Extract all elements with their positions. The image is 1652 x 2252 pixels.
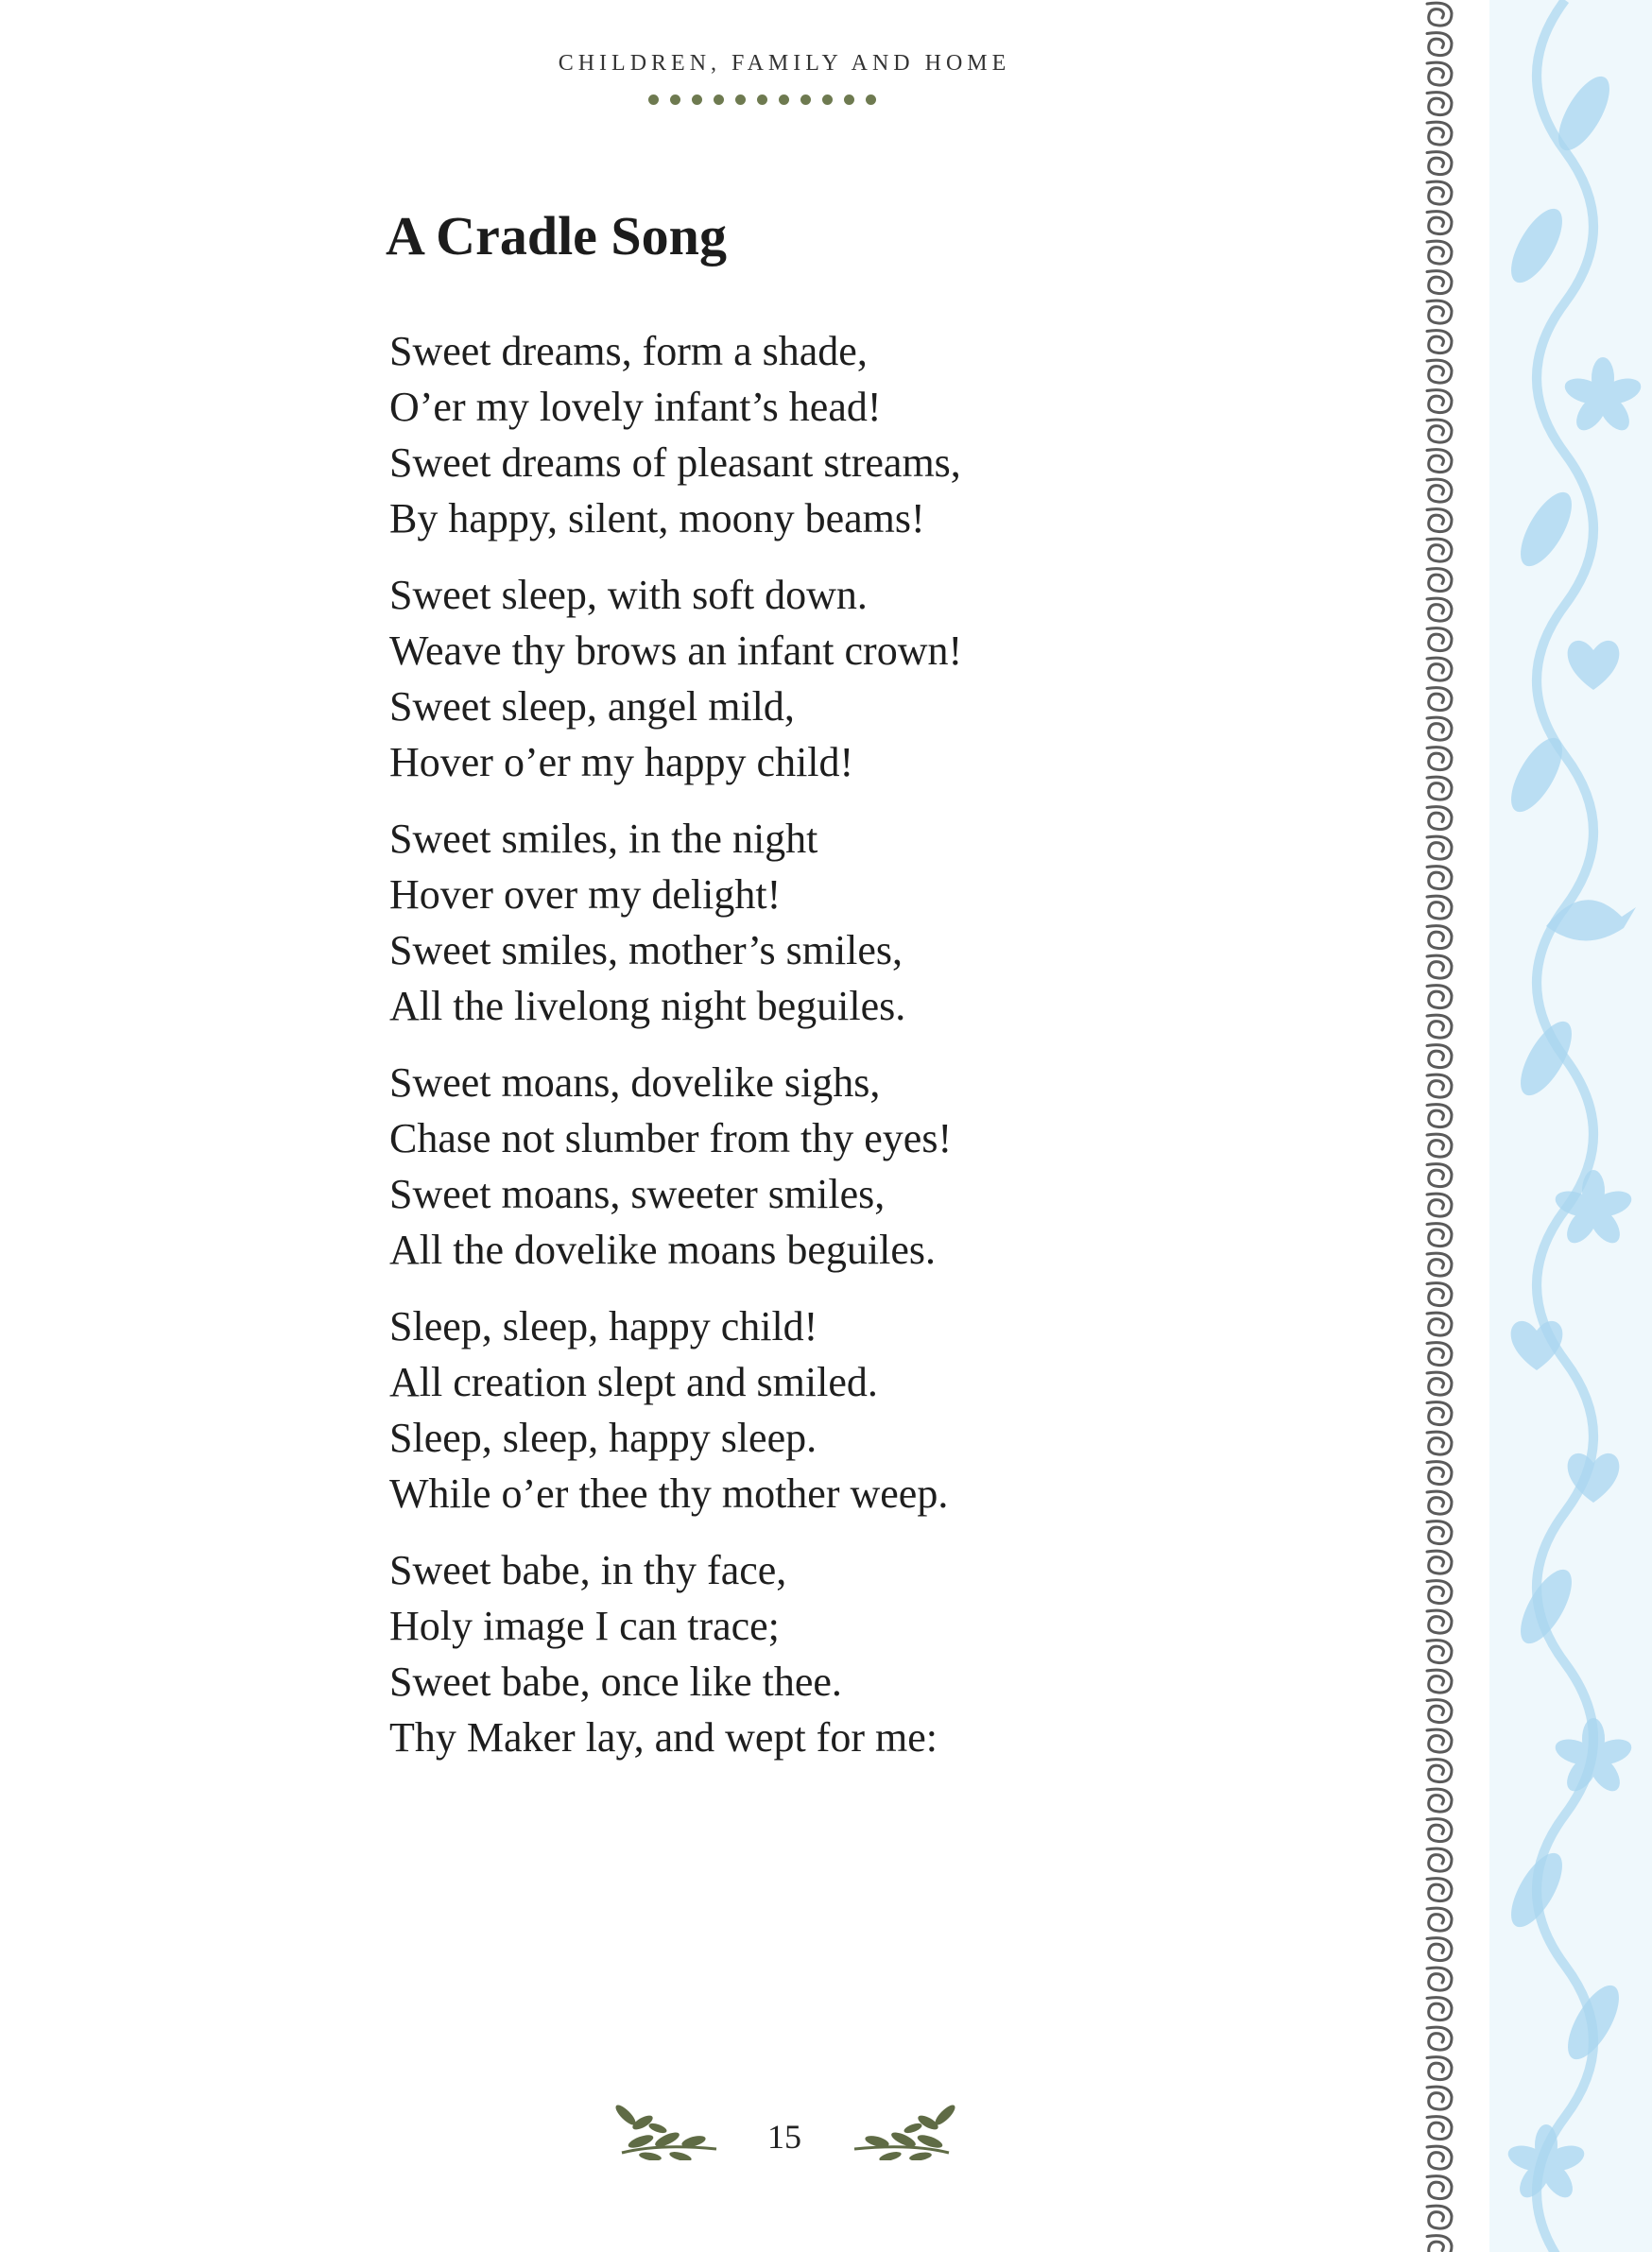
poem-line: All creation slept and smiled. — [389, 1359, 878, 1405]
spiral-icon — [1427, 807, 1452, 830]
dot-ornament-icon — [735, 95, 746, 105]
poem-line: O’er my lovely infant’s head! — [389, 384, 882, 430]
spiral-icon — [1427, 2057, 1452, 2080]
spiral-icon — [1427, 2206, 1452, 2228]
spiral-icon — [1427, 212, 1452, 234]
spiral-icon — [1427, 390, 1452, 413]
spiral-icon — [1427, 628, 1452, 651]
spiral-icon — [1427, 93, 1452, 115]
spiral-icon — [1427, 539, 1452, 561]
spiral-icon — [1427, 2027, 1452, 2050]
dot-ornament-icon — [822, 95, 833, 105]
page-footer — [605, 2090, 964, 2166]
dot-ornament-icon — [779, 95, 789, 105]
spiral-icon — [1427, 3, 1452, 26]
spiral-icon — [1427, 1224, 1452, 1246]
page-number: 15 — [767, 2118, 801, 2156]
poem-line: While o’er thee thy mother weep. — [389, 1470, 949, 1517]
poem-line: All the dovelike moans beguiles. — [389, 1227, 936, 1273]
poem-line: Thy Maker lay, and wept for me: — [389, 1714, 938, 1761]
dot-ornament-icon — [692, 95, 702, 105]
spiral-icon — [1427, 1194, 1452, 1216]
spiral-icon — [1427, 569, 1452, 592]
spiral-icon — [1427, 420, 1452, 442]
spiral-icon — [1427, 122, 1452, 145]
spiral-icon — [1427, 1848, 1452, 1871]
spiral-icon — [1427, 1938, 1452, 1961]
spiral-icon — [1427, 1313, 1452, 1335]
dot-ornament-icon — [670, 95, 680, 105]
poem-line: By happy, silent, moony beams! — [389, 495, 925, 542]
spiral-icon — [1427, 1581, 1452, 1604]
spiral-icon — [1427, 777, 1452, 799]
spiral-icon — [1427, 1491, 1452, 1514]
stanza — [389, 1055, 1145, 1278]
stanza — [389, 811, 1145, 1034]
dot-ornament — [648, 95, 876, 108]
spiral-icon — [1427, 1372, 1452, 1395]
spiral-icon — [1427, 62, 1452, 85]
spiral-icon — [1427, 450, 1452, 473]
poem-line: Chase not slumber from thy eyes! — [389, 1115, 953, 1161]
spiral-icon — [1427, 1968, 1452, 1990]
spiral-icon — [1427, 1462, 1452, 1485]
spiral-icon — [1427, 152, 1452, 175]
spiral-icon — [1427, 1105, 1452, 1127]
spiral-icon — [1427, 1819, 1452, 1842]
poem-line: Sweet smiles, mother’s smiles, — [389, 927, 903, 973]
spiral-icon — [1427, 1134, 1452, 1157]
spiral-icon — [1427, 331, 1452, 353]
poem-line: Sweet babe, once like thee. — [389, 1659, 842, 1705]
spiral-icon — [1427, 688, 1452, 711]
spiral-icon — [1427, 1789, 1452, 1812]
spiral-icon — [1427, 1253, 1452, 1276]
dot-ornament-icon — [800, 95, 811, 105]
poem-line: Sleep, sleep, happy sleep. — [389, 1415, 817, 1461]
poem-line: Sweet dreams, form a shade, — [389, 328, 868, 374]
spiral-icon — [1427, 1432, 1452, 1454]
poem-title: A Cradle Song — [386, 205, 727, 266]
spiral-icon — [1427, 1283, 1452, 1306]
spiral-icon — [1427, 748, 1452, 770]
spiral-icon — [1427, 1641, 1452, 1663]
poem-line: Sweet babe, in thy face, — [389, 1547, 787, 1593]
spiral-icon — [1427, 1610, 1452, 1633]
spiral-icon — [1427, 1879, 1452, 1901]
poem-line: Sweet dreams of pleasant streams, — [389, 439, 961, 486]
spiral-icon — [1427, 509, 1452, 532]
poem-line: Sweet sleep, with soft down. — [389, 572, 868, 618]
spiral-icon — [1427, 1343, 1452, 1366]
sprig-left-icon — [612, 2094, 726, 2160]
poem-line: Sleep, sleep, happy child! — [389, 1303, 818, 1349]
spiral-icon — [1427, 717, 1452, 740]
poem-line: Sweet smiles, in the night — [389, 816, 818, 862]
stanza — [389, 567, 1145, 790]
spiral-icon — [1427, 955, 1452, 978]
poem-line: Sweet moans, sweeter smiles, — [389, 1171, 886, 1217]
dot-ornament-icon — [866, 95, 876, 105]
spiral-icon — [1427, 1164, 1452, 1187]
spiral-icon — [1427, 360, 1452, 383]
spiral-icon — [1427, 1045, 1452, 1068]
spiral-icon — [1427, 658, 1452, 680]
spiral-icon — [1427, 1551, 1452, 1573]
dot-ornament-icon — [648, 95, 659, 105]
running-head: CHILDREN, FAMILY AND HOME — [558, 51, 1011, 76]
spiral-icon — [1427, 1700, 1452, 1723]
spiral-icon — [1427, 2236, 1452, 2252]
spiral-icon — [1427, 2176, 1452, 2199]
spiral-icon — [1427, 2117, 1452, 2140]
spiral-icon — [1427, 1670, 1452, 1693]
dot-ornament-icon — [757, 95, 767, 105]
spiral-icon — [1427, 926, 1452, 949]
spiral-icon — [1427, 1074, 1452, 1097]
stanza — [389, 1542, 1145, 1765]
stanza — [389, 1298, 1145, 1521]
spiral-icon — [1427, 1402, 1452, 1425]
spiral-icon — [1427, 598, 1452, 621]
spiral-icon — [1427, 1998, 1452, 2020]
dot-ornament-icon — [844, 95, 854, 105]
spiral-icon — [1427, 836, 1452, 859]
spiral-icon — [1427, 479, 1452, 502]
spiral-icon — [1427, 1908, 1452, 1931]
spiral-icon — [1427, 271, 1452, 294]
floral-border-ornament — [1471, 0, 1652, 2252]
scroll-border-ornament — [1418, 0, 1463, 2252]
spiral-icon — [1427, 1760, 1452, 1782]
spiral-icon — [1427, 1729, 1452, 1752]
stanza — [389, 323, 1145, 546]
poem-line: Holy image I can trace; — [389, 1603, 780, 1649]
spiral-icon — [1427, 1015, 1452, 1038]
spiral-icon — [1427, 896, 1452, 919]
poem-line: Hover o’er my happy child! — [389, 739, 854, 785]
poem-line: Hover over my delight! — [389, 871, 782, 918]
spiral-icon — [1427, 181, 1452, 204]
spiral-icon — [1427, 2146, 1452, 2169]
spiral-icon — [1427, 1521, 1452, 1544]
spiral-icon — [1427, 867, 1452, 889]
dot-ornament-icon — [714, 95, 724, 105]
sprig-right-icon — [845, 2094, 958, 2160]
poem-line: Weave thy brows an infant crown! — [389, 627, 963, 674]
poem-body — [389, 323, 1145, 1786]
spiral-icon — [1427, 301, 1452, 323]
spiral-icon — [1427, 33, 1452, 56]
poem-line: Sweet sleep, angel mild, — [389, 683, 795, 730]
spiral-icon — [1427, 2087, 1452, 2109]
poem-line: All the livelong night beguiles. — [389, 983, 906, 1029]
poem-line: Sweet moans, dovelike sighs, — [389, 1059, 881, 1106]
spiral-icon — [1427, 986, 1452, 1008]
spiral-icon — [1427, 241, 1452, 264]
